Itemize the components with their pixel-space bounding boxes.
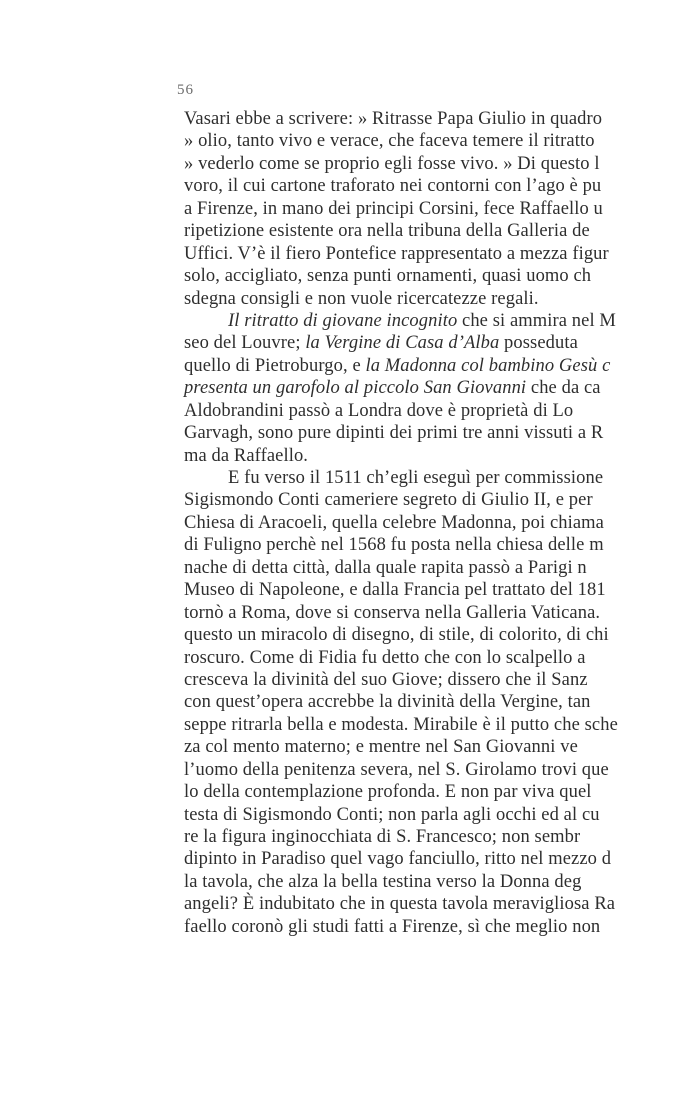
text-line [184,736,700,758]
text-line [184,871,700,893]
line-text: re la figura inginocchiata di S. Francesco; non sembr [184,827,581,847]
line-text: seppe ritrarla bella e modesta. Mirabile è il putto che sche [184,714,618,735]
line-text: con quest’opera accrebbe la divinità della Vergine, tan [184,692,591,713]
line-text: Vasari ebbe a scrivere: » Ritrasse Papa Giulio in quadro [184,109,603,129]
line-text: Chiesa di Aracoeli, quella celebre Madonna, poi chiama [184,512,604,533]
line-text: voro, il cui cartone traforato nei contorni con l’ago è pu [184,176,602,197]
line-text: dipinto in Paradiso quel vago fanciullo, ritto nel mezzo d [184,849,612,870]
line-text: za col mento materno; e mentre nel San Giovanni ve [184,737,578,758]
text-line [184,153,700,175]
text-line [184,848,700,870]
line-text: Uffici. V’è il fiero Pontefice rappresentato a mezza figur [184,243,609,264]
text-line [184,624,700,646]
text-line [184,265,700,287]
text-line [184,759,700,781]
text-line [184,579,700,601]
text-line [184,467,700,489]
text-line [184,669,700,691]
line-text: Garvagh, sono pure dipinti dei primi tre anni vissuti a R [184,423,604,444]
text-line [184,557,700,579]
line-text: ma da Raffaello. [184,445,309,466]
page-number: 56 [177,82,194,98]
text-line [184,377,700,399]
line-text: faello coronò gli studi fatti a Firenze, sì che meglio non [184,916,601,937]
text-line [184,332,700,354]
text-line [184,355,700,377]
line-text: la tavola, che alza la bella testina verso la Donna deg [184,871,582,892]
text-line [184,310,700,332]
line-text: lo della contemplazione profonda. E non par viva quel [184,782,592,803]
line-text: E fu verso il 1511 ch’egli eseguì per commissione [228,468,604,488]
line-text: ripetizione esistente ora nella tribuna della Galleria de [184,221,590,242]
text-line [184,400,700,422]
line-text: » olio, tanto vivo e verace, che faceva temere il ritratto [184,131,595,152]
text-line [184,781,700,803]
text-line [184,893,700,915]
text-line [184,647,700,669]
text-line [184,130,700,152]
line-text: tornò a Roma, dove si conserva nella Galleria Vaticana. [184,602,601,623]
text-line [184,198,700,220]
line-text: Museo di Napoleone, e dalla Francia pel trattato del 181 [184,580,606,601]
text-line [184,175,700,197]
italic-title-text: la Madonna col bambino Gesù c [365,355,611,376]
italic-title-text: la Vergine di Casa d’Alba [305,333,500,354]
line-text: che si ammira nel M [457,310,616,331]
line-text: Sigismondo Conti cameriere segreto di Giulio II, e per [184,490,593,511]
text-line [184,512,700,534]
line-text: di Fuligno perchè nel 1568 fu posta nella chiesa delle m [184,535,604,556]
italic-title-text: presenta un garofolo al piccolo San Giovanni [184,378,527,399]
text-line [184,826,700,848]
line-text: nache di detta città, dalla quale rapita passò a Parigi n [184,557,587,578]
italic-title-text: Il ritratto di giovane incognito [228,310,458,331]
line-text: posseduta [499,333,578,354]
body-text [184,108,700,938]
text-line [184,445,700,467]
line-text: roscuro. Come di Fidia fu detto che con lo scalpello a [184,647,586,668]
line-text: cresceva la divinità del suo Giove; dissero che il Sanz [184,669,588,690]
line-text: seo del Louvre; [184,333,306,354]
text-line [184,714,700,736]
line-text: » vederlo come se proprio egli fosse vivo. » Di questo l [184,153,600,174]
text-line [184,804,700,826]
text-line [184,534,700,556]
text-line [184,243,700,265]
line-text: Aldobrandini passò a Londra dove è proprietà di Lo [184,400,574,421]
text-line [184,916,700,938]
line-text: angeli? È indubitato che in questa tavola meravigliosa Ra [184,894,616,915]
line-text: sdegna consigli e non vuole ricercatezze regali. [184,288,539,309]
text-line [184,288,700,310]
line-text: che da ca [526,378,601,399]
line-text: quello di Pietroburgo, e [184,355,366,376]
text-line [184,108,700,130]
line-text: solo, accigliato, senza punti ornamenti, quasi uomo ch [184,266,592,287]
line-text: a Firenze, in mano dei principi Corsini, fece Raffaello u [184,198,603,219]
text-line [184,489,700,511]
text-line [184,220,700,242]
text-line [184,691,700,713]
line-text: testa di Sigismondo Conti; non parla agli occhi ed al cu [184,804,600,825]
line-text: l’uomo della penitenza severa, nel S. Girolamo trovi que [184,759,609,780]
text-line [184,602,700,624]
text-line [184,422,700,444]
line-text: questo un miracolo di disegno, di stile, di colorito, di chi [184,625,609,646]
